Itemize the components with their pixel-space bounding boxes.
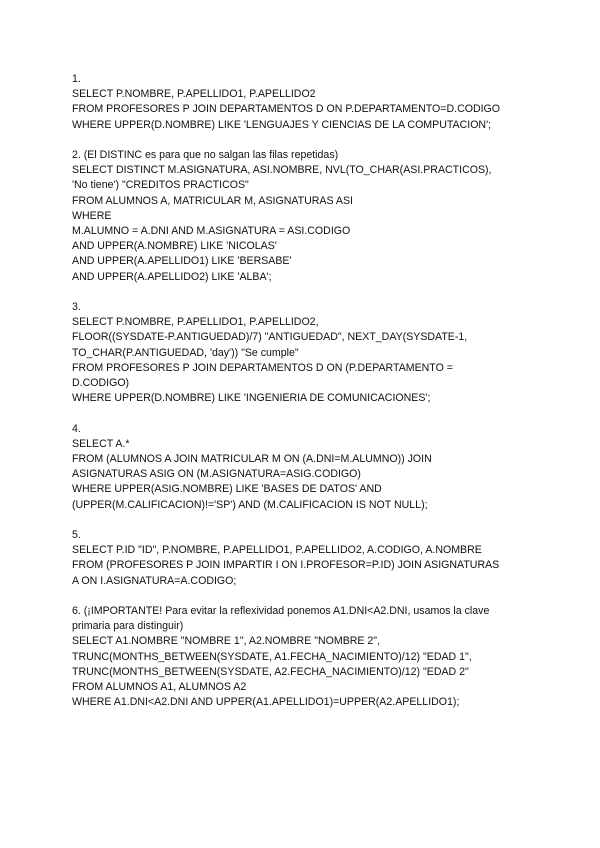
query-section-3: [72, 300, 542, 406]
text-line: WHERE A1.DNI<A2.DNI AND UPPER(A1.APELLIDO1)=UPPER(A2.APELLIDO1);: [72, 696, 460, 709]
query-section-4: [72, 422, 542, 513]
text-line: 6. (¡IMPORTANTE! Para evitar la reflexividad ponemos A1.DNI<A2.DNI, usamos la clave: [72, 605, 490, 618]
section-spacer: [72, 589, 542, 604]
section-spacer: [72, 133, 542, 148]
text-line: 5.: [72, 529, 81, 542]
document-body: [72, 72, 542, 710]
text-line: AND UPPER(A.NOMBRE) LIKE 'NICOLAS': [72, 240, 277, 253]
text-line: M.ALUMNO = A.DNI AND M.ASIGNATURA = ASI.CODIGO: [72, 225, 351, 238]
text-line: WHERE UPPER(D.NOMBRE) LIKE 'INGENIERIA DE COMUNICACIONES';: [72, 392, 431, 405]
text-line: SELECT DISTINCT M.ASIGNATURA, ASI.NOMBRE, NVL(TO_CHAR(ASI.PRACTICOS),: [72, 164, 492, 177]
text-line: A ON I.ASIGNATURA=A.CODIGO;: [72, 574, 237, 587]
text-line: 4.: [72, 422, 81, 435]
text-line: FROM (PROFESORES P JOIN IMPARTIR I ON I.PROFESOR=P.ID) JOIN ASIGNATURAS: [72, 559, 500, 572]
text-line: FROM PROFESORES P JOIN DEPARTAMENTOS D ON (P.DEPARTAMENTO =: [72, 361, 453, 374]
text-line: AND UPPER(A.APELLIDO2) LIKE 'ALBA';: [72, 270, 272, 283]
text-line: TO_CHAR(P.ANTIGUEDAD, 'day')) "Se cumple": [72, 346, 299, 359]
text-line: WHERE: [72, 209, 112, 222]
text-line: 'No tiene') "CREDITOS PRACTICOS": [72, 179, 249, 192]
section-spacer: [72, 285, 542, 300]
text-line: FROM ALUMNOS A, MATRICULAR M, ASIGNATURAS ASI: [72, 194, 353, 207]
text-line: WHERE UPPER(D.NOMBRE) LIKE 'LENGUAJES Y CIENCIAS DE LA COMPUTACION';: [72, 118, 492, 131]
query-section-6: [72, 604, 542, 710]
text-line: SELECT A.*: [72, 437, 130, 450]
text-line: SELECT P.NOMBRE, P.APELLIDO1, P.APELLIDO2: [72, 88, 316, 101]
text-line: 2. (El DISTINC es para que no salgan las filas repetidas): [72, 149, 339, 161]
text-line: FROM ALUMNOS A1, ALUMNOS A2: [72, 681, 247, 694]
text-line: FROM PROFESORES P JOIN DEPARTAMENTOS D ON P.DEPARTAMENTO=D.CODIGO: [72, 103, 501, 116]
text-line: (UPPER(M.CALIFICACION)!='SP') AND (M.CALIFICACION IS NOT NULL);: [72, 498, 428, 511]
text-line: FROM (ALUMNOS A JOIN MATRICULAR M ON (A.DNI=M.ALUMNO)) JOIN: [72, 453, 432, 466]
query-section-2: [72, 148, 542, 285]
query-section-5: [72, 528, 542, 589]
text-line: FLOOR((SYSDATE-P.ANTIGUEDAD)/7) "ANTIGUEDAD", NEXT_DAY(SYSDATE-1,: [72, 331, 468, 344]
text-line: TRUNC(MONTHS_BETWEEN(SYSDATE, A2.FECHA_NACIMIENTO)/12) "EDAD 2": [72, 665, 469, 678]
section-spacer: [72, 406, 542, 421]
text-line: AND UPPER(A.APELLIDO1) LIKE 'BERSABE': [72, 255, 292, 268]
text-line: 1.: [72, 73, 81, 85]
text-line: D.CODIGO): [72, 377, 130, 390]
text-line: TRUNC(MONTHS_BETWEEN(SYSDATE, A1.FECHA_NACIMIENTO)/12) "EDAD 1",: [72, 650, 472, 663]
text-line: ASIGNATURAS ASIG ON (M.ASIGNATURA=ASIG.CODIGO): [72, 468, 361, 481]
text-line: SELECT P.NOMBRE, P.APELLIDO1, P.APELLIDO2,: [72, 316, 319, 329]
text-line: SELECT P.ID "ID", P.NOMBRE, P.APELLIDO1, P.APELLIDO2, A.CODIGO, A.NOMBRE: [72, 544, 482, 557]
text-line: WHERE UPPER(ASIG.NOMBRE) LIKE 'BASES DE DATOS' AND: [72, 483, 382, 496]
text-line: 3.: [72, 301, 81, 314]
text-line: primaria para distinguir): [72, 620, 184, 633]
query-section-1: [72, 72, 542, 133]
section-spacer: [72, 513, 542, 528]
text-line: SELECT A1.NOMBRE "NOMBRE 1", A2.NOMBRE "NOMBRE 2",: [72, 635, 381, 648]
